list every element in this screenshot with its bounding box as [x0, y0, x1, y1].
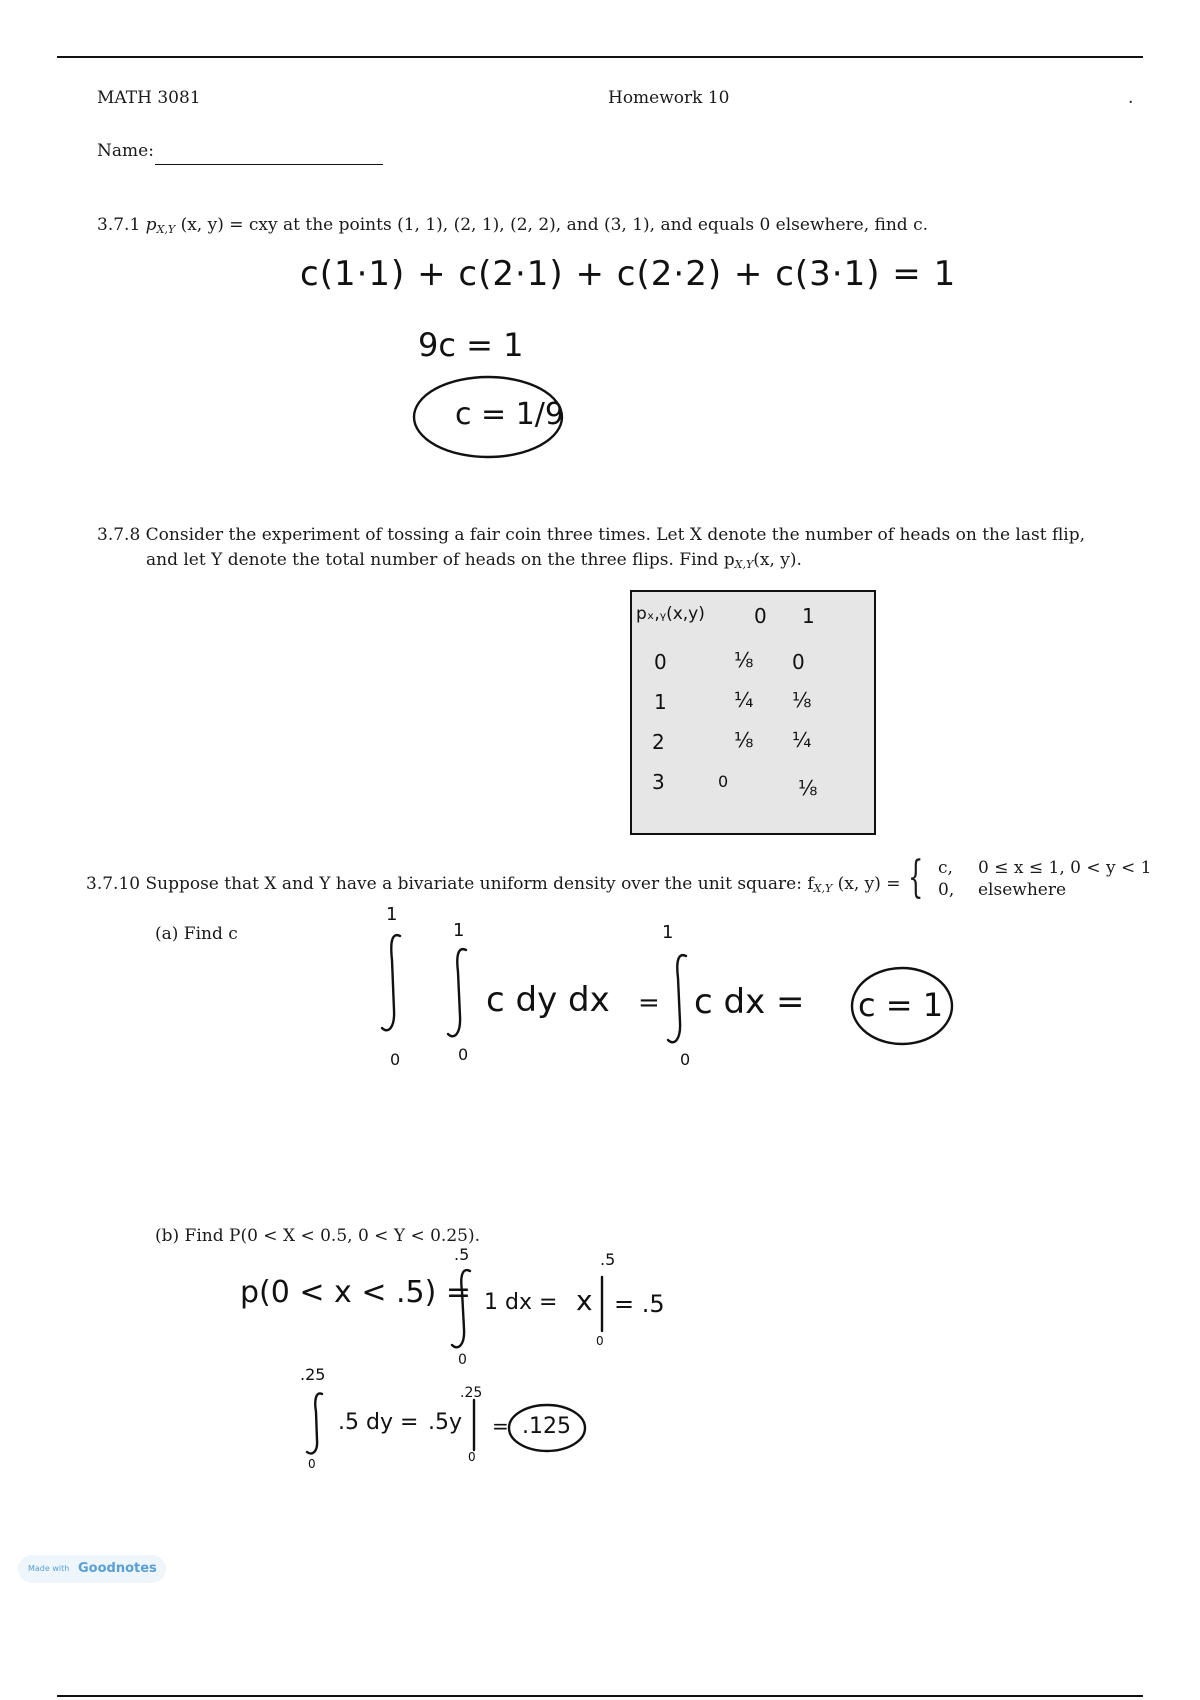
problem-3710-sub: X,Y [813, 882, 833, 895]
int4-lower: 0 [458, 1352, 467, 1368]
table-row-0-y: 0 [654, 650, 667, 674]
integral-sign-5 [304, 1390, 330, 1460]
case2-value: 0, [938, 880, 955, 900]
eval-bar-2 [470, 1398, 480, 1454]
hw-b2-equals: = [492, 1414, 509, 1438]
badge-made-with: Made with [28, 1564, 70, 1573]
problem-371-sub: X,Y [156, 223, 176, 236]
table-row-3-c1: ⅛ [798, 776, 818, 800]
problem-378-line1 [97, 525, 1085, 545]
problem-378-text2b: (x, y). [753, 550, 802, 570]
int2-lower: 0 [458, 1045, 469, 1064]
problem-378-text1: Consider the experiment of tossing a fair coin three times. Let X denote the number of heads on the last flip, [145, 525, 1086, 545]
eval-bar-1 [598, 1275, 608, 1335]
top-rule [57, 56, 1143, 58]
homework-title: Homework 10 [608, 88, 730, 108]
course-code: MATH 3081 [97, 88, 201, 108]
table-row-1-c1: ⅛ [792, 688, 812, 712]
int5-lower: 0 [308, 1457, 316, 1471]
int1-lower: 0 [390, 1050, 401, 1069]
table-row-1-c0: ¼ [734, 688, 754, 712]
problem-371-p: p [145, 215, 157, 235]
problem-378-sub: X,Y [734, 558, 754, 571]
hw-b-answer: .125 [522, 1414, 571, 1439]
integral-sign-4 [448, 1265, 478, 1355]
hw-a-equals: = [638, 988, 660, 1018]
table-row-2-y: 2 [652, 730, 665, 754]
case2-condition: elsewhere [978, 880, 1067, 900]
problem-378-text2: and let Y denote the total number of heads on the three flips. Find p [146, 550, 735, 570]
table-row-2-c0: ⅛ [734, 728, 754, 752]
eval1-lower: 0 [596, 1334, 604, 1348]
integral-sign-1 [378, 930, 408, 1040]
table-row-3-c0: 0 [718, 772, 729, 791]
table-row-0-c1: 0 [792, 650, 805, 674]
int1-upper: 1 [386, 904, 398, 925]
table-row-2-c1: ¼ [792, 728, 812, 752]
hw-b2-mid: .5 dy = [338, 1410, 419, 1435]
part-b-label: (b) Find P(0 < X < 0.5, 0 < Y < 0.25). [155, 1226, 480, 1246]
eval1-upper: .5 [600, 1250, 616, 1269]
table-row-1-y: 1 [654, 690, 667, 714]
hw-a-integrand2: c dx = [694, 982, 805, 1022]
case1-condition: 0 ≤ x ≤ 1, 0 < y < 1 [978, 858, 1152, 878]
problem-371-statement [97, 215, 928, 236]
problem-378-number: 3.7.8 [97, 525, 141, 545]
hw-b2-y: .5y [428, 1410, 463, 1435]
int2-upper: 1 [453, 920, 465, 941]
hw-371-answer: c = 1/9 [455, 397, 564, 432]
table-col-header-1: 1 [802, 604, 815, 628]
header-dot: . [1128, 88, 1134, 108]
integral-sign-2 [444, 944, 474, 1044]
cases-brace: { [908, 852, 924, 903]
int3-upper: 1 [662, 922, 674, 943]
name-label: Name: [97, 141, 154, 161]
goodnotes-badge [18, 1555, 166, 1583]
bottom-rule [57, 1695, 1143, 1697]
problem-3710-text: Suppose that X and Y have a bivariate uniform density over the unit square: f [145, 874, 814, 894]
table-corner-label: pₓ,ᵧ(x,y) [636, 604, 705, 624]
problem-371-number: 3.7.1 [97, 215, 141, 235]
part-a-label: (a) Find c [155, 924, 238, 944]
int4-upper: .5 [454, 1245, 470, 1264]
eval2-lower: 0 [468, 1450, 476, 1464]
table-row-3-y: 3 [652, 770, 665, 794]
problem-3710-statement [86, 874, 901, 895]
name-field-line [155, 164, 383, 165]
problem-378-line2 [146, 550, 802, 571]
case1-value: c, [938, 858, 953, 878]
hw-b1-lhs: p(0 < x < .5) = [240, 1275, 472, 1310]
problem-371-text: (x, y) = cxy at the points (1, 1), (2, 1), (2, 2), and (3, 1), and equals 0 elsewhere, find c. [180, 215, 929, 235]
hw-371-line2: 9c = 1 [418, 326, 524, 364]
int3-lower: 0 [680, 1050, 691, 1069]
hw-a-answer: c = 1 [858, 986, 944, 1024]
joint-pmf-table [630, 590, 876, 835]
int5-upper: .25 [300, 1365, 326, 1384]
hw-371-line1: c(1·1) + c(2·1) + c(2·2) + c(3·1) = 1 [300, 254, 957, 294]
hw-a-integrand: c dy dx [486, 980, 610, 1020]
table-row-0-c0: ⅛ [734, 648, 754, 672]
table-col-header-0: 0 [754, 604, 767, 628]
hw-b1-result: = .5 [614, 1290, 665, 1318]
hw-b1-x: x [576, 1284, 593, 1317]
hw-b1-mid: 1 dx = [484, 1290, 558, 1315]
eval2-upper: .25 [460, 1385, 483, 1401]
problem-3710-number: 3.7.10 [86, 874, 141, 894]
integral-sign-3 [664, 950, 694, 1050]
problem-3710-text-b: (x, y) = [837, 874, 901, 894]
badge-goodnotes: Goodnotes [78, 1561, 157, 1576]
